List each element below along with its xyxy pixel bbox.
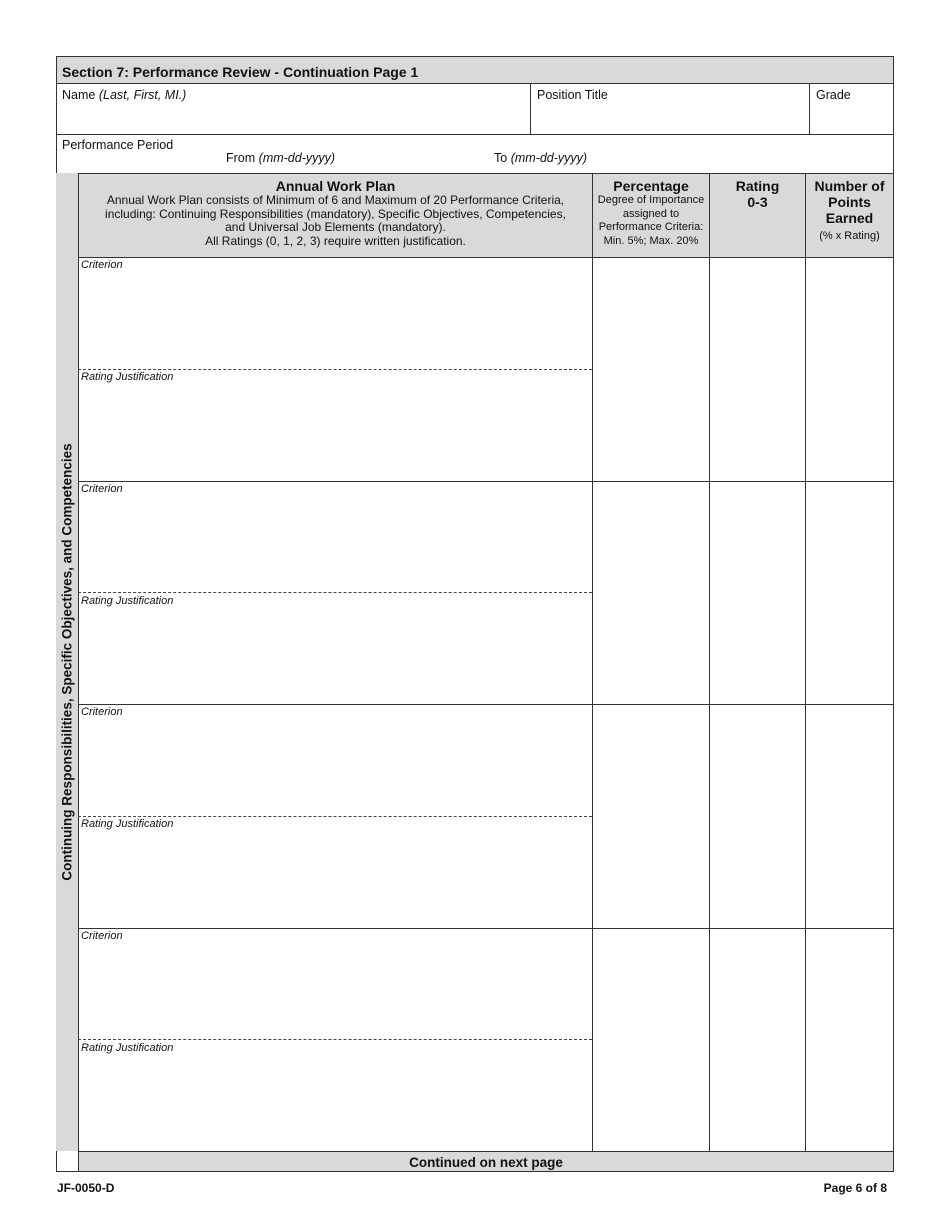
rating-justification-label: Rating Justification bbox=[81, 818, 174, 830]
percentage-field[interactable] bbox=[593, 929, 709, 1151]
percentage-field[interactable] bbox=[593, 705, 709, 927]
rating-justification-label: Rating Justification bbox=[81, 595, 174, 607]
rating-header: Rating 0-3 bbox=[735, 178, 780, 210]
criterion-field[interactable] bbox=[79, 719, 591, 814]
rating-justification-field[interactable] bbox=[79, 608, 591, 703]
criterion-field[interactable] bbox=[79, 496, 591, 591]
rating-field[interactable] bbox=[710, 705, 805, 927]
side-category-label: Continuing Responsibilities, Specific Objectives, and Competencies bbox=[56, 173, 78, 1151]
from-label: From (mm-dd-yyyy) bbox=[226, 151, 336, 165]
rating-justification-field[interactable] bbox=[79, 831, 591, 926]
percentage-field[interactable] bbox=[593, 258, 709, 480]
name-field[interactable] bbox=[57, 100, 530, 133]
criterion-field[interactable] bbox=[79, 943, 591, 1038]
continued-text: Continued on next page bbox=[409, 1155, 563, 1170]
percentage-field[interactable] bbox=[593, 482, 709, 704]
points-earned-field[interactable] bbox=[806, 705, 893, 927]
to-label: To (mm-dd-yyyy) bbox=[494, 151, 588, 165]
points-earned-field[interactable] bbox=[806, 258, 893, 480]
form-id: JF-0050-D bbox=[57, 1181, 115, 1195]
criterion-label: Criterion bbox=[81, 483, 123, 495]
rating-field[interactable] bbox=[710, 929, 805, 1151]
name-label: Name (Last, First, MI.) bbox=[62, 88, 187, 102]
criterion-label: Criterion bbox=[81, 706, 123, 718]
position-title-field[interactable] bbox=[531, 100, 809, 133]
grade-field[interactable] bbox=[810, 100, 893, 133]
to-date-field[interactable] bbox=[592, 147, 882, 167]
grade-label: Grade bbox=[816, 88, 851, 102]
points-earned-field[interactable] bbox=[806, 929, 893, 1151]
annual-work-plan-header: Annual Work Plan Annual Work Plan consists of Minimum of 6 and Maximum of 20 Performance Criteria, including: Continuing Responsibilities (mandatory), Specific Objectives, Competencies, and Universal Job Elements (mandatory). All Ratings (0, 1, 2, 3) require written justification. bbox=[105, 178, 566, 248]
rating-field[interactable] bbox=[710, 482, 805, 704]
points-earned-header: Number of Points Earned (% x Rating) bbox=[814, 178, 885, 242]
criterion-field[interactable] bbox=[79, 272, 591, 367]
rating-field[interactable] bbox=[710, 258, 805, 480]
section-title: Section 7: Performance Review - Continuation Page 1 bbox=[62, 64, 419, 80]
page-number: Page 6 of 8 bbox=[823, 1181, 887, 1195]
criterion-label: Criterion bbox=[81, 259, 123, 271]
position-title-label: Position Title bbox=[537, 88, 608, 102]
criterion-label: Criterion bbox=[81, 930, 123, 942]
rating-justification-field[interactable] bbox=[79, 1055, 591, 1150]
rating-justification-label: Rating Justification bbox=[81, 371, 174, 383]
rating-justification-label: Rating Justification bbox=[81, 1042, 174, 1054]
performance-period-label: Performance Period bbox=[62, 138, 174, 152]
percentage-header: Percentage Degree of Importance assigned to Performance Criteria: Min. 5%; Max. 20% bbox=[597, 178, 705, 247]
rating-justification-field[interactable] bbox=[79, 384, 591, 479]
points-earned-field[interactable] bbox=[806, 482, 893, 704]
from-date-field[interactable] bbox=[338, 147, 488, 167]
